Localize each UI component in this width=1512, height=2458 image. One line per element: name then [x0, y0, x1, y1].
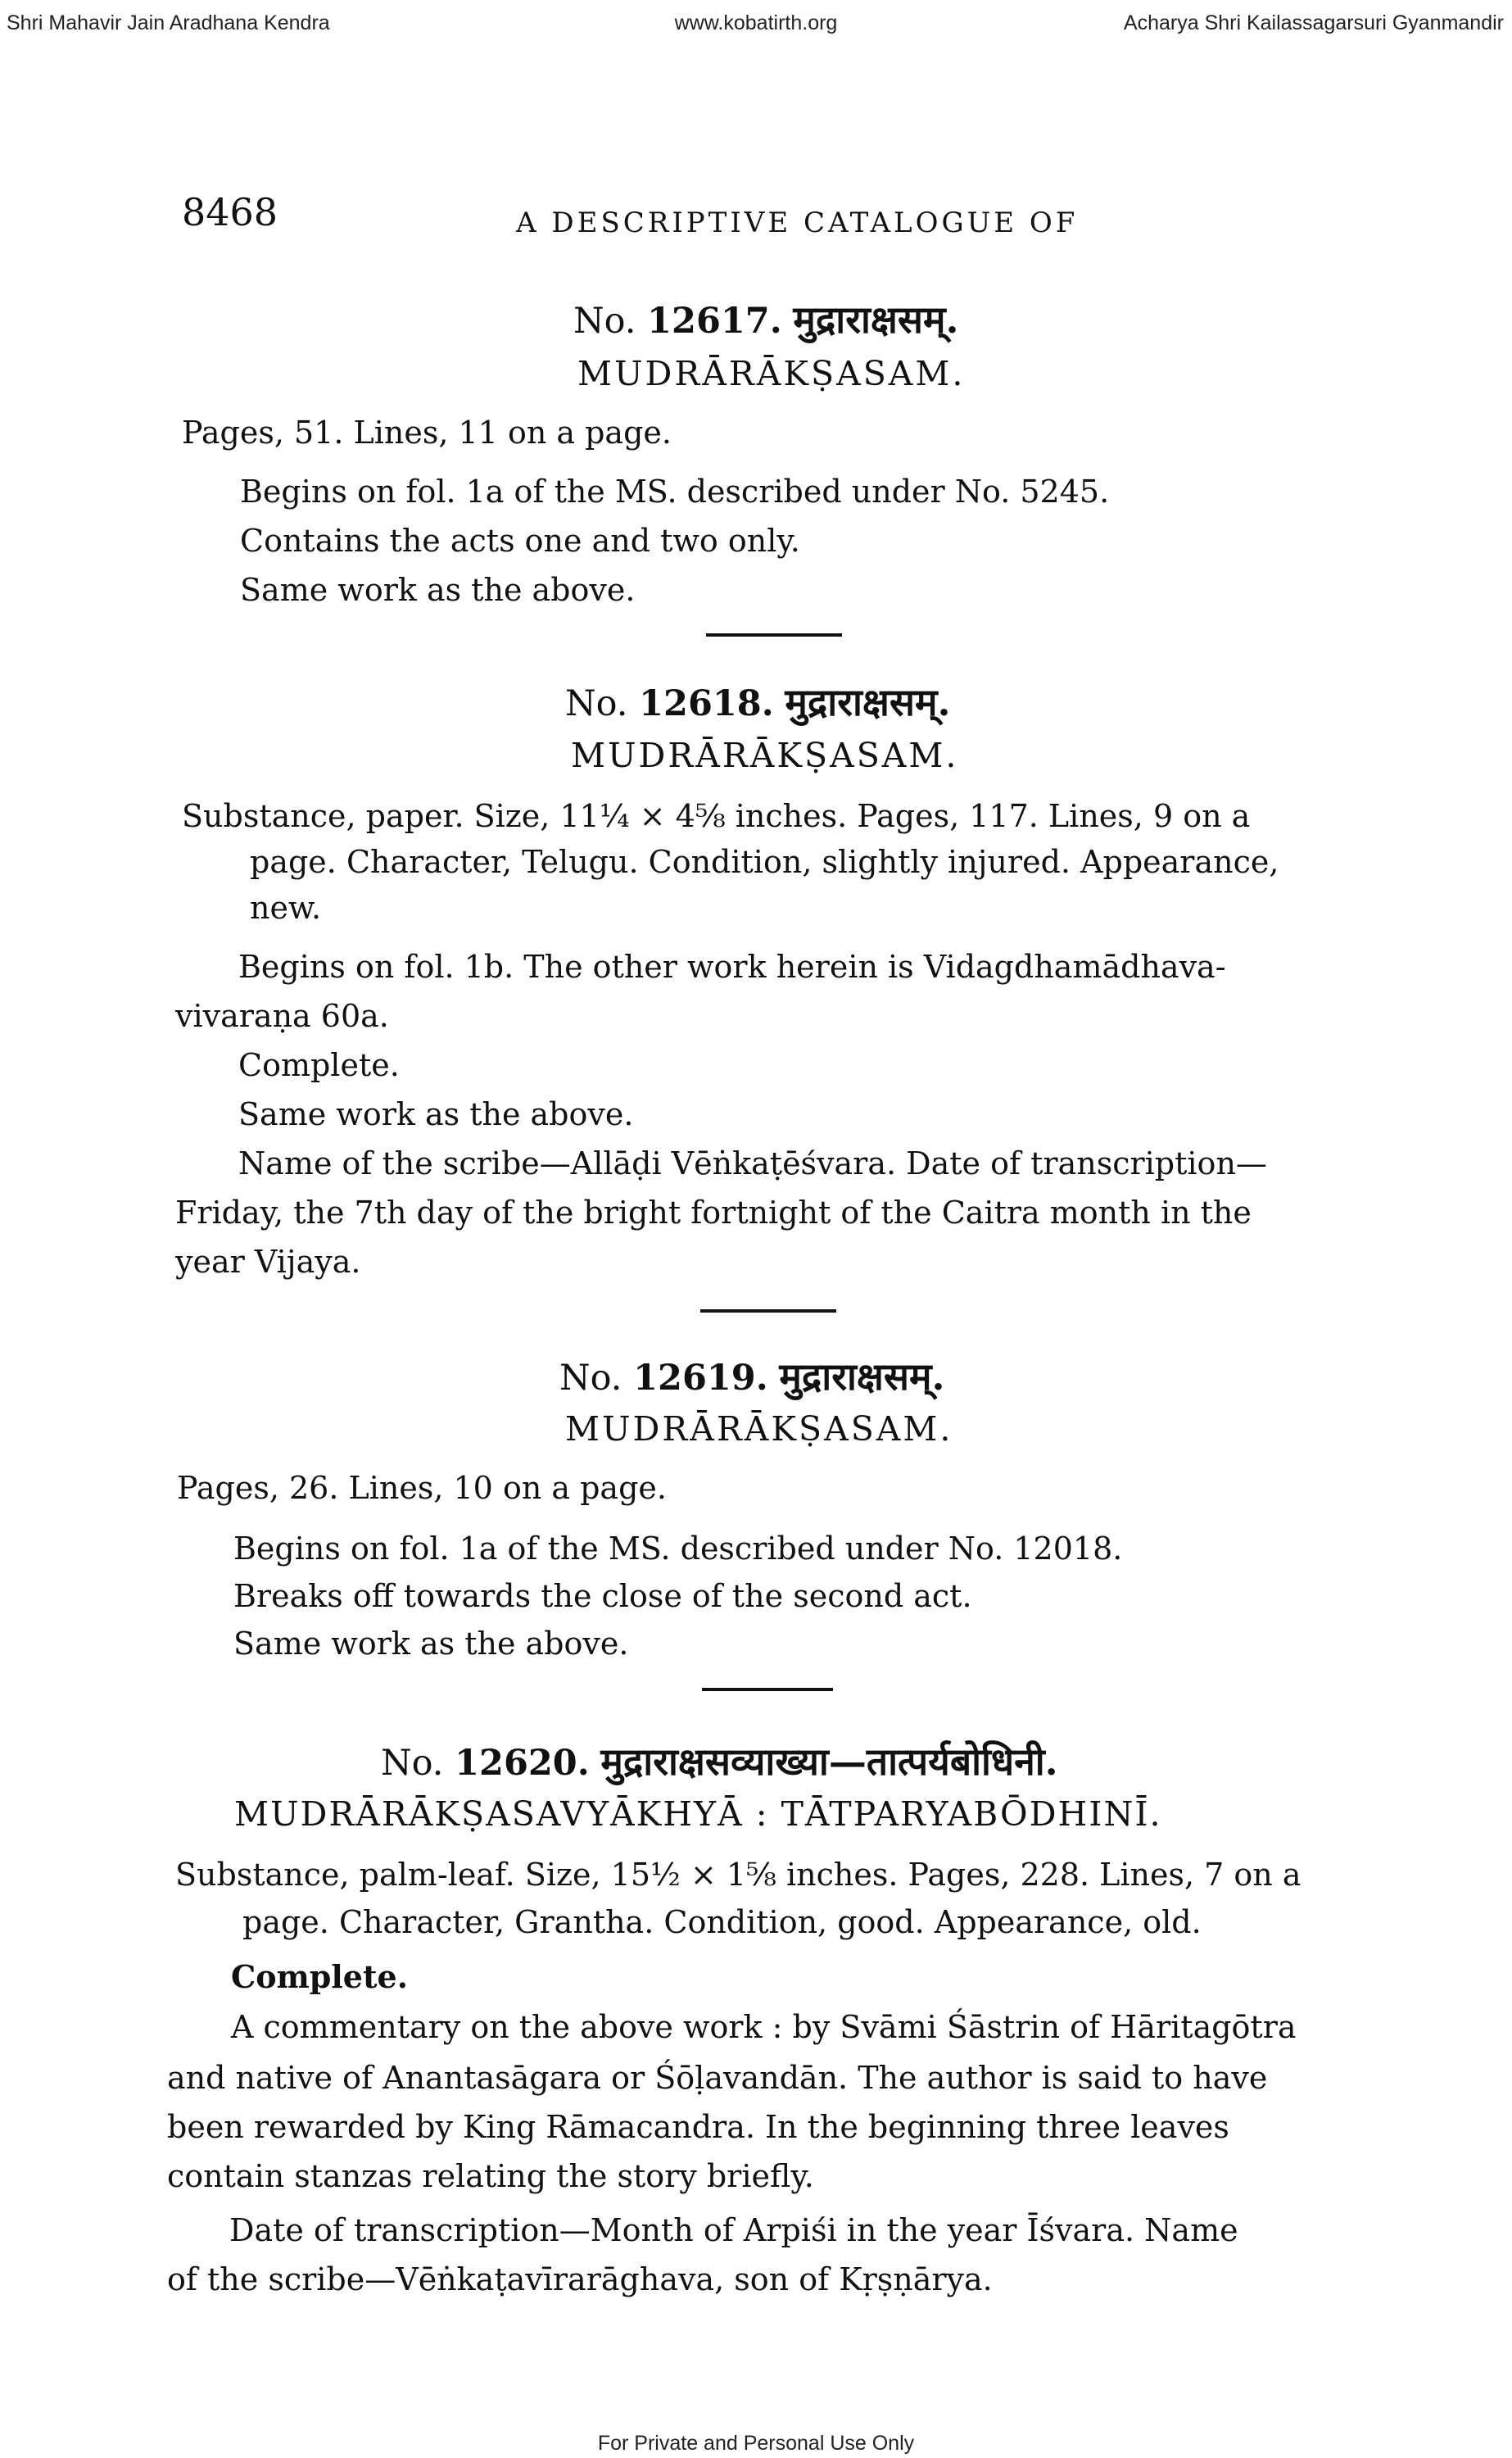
entry-line: Begins on fol. 1b. The other work herein is Vidagdhamādhava-: [238, 949, 1226, 985]
entry-line: contain stanzas relating the story briefly.: [167, 2158, 814, 2194]
entry-line: Friday, the 7th day of the bright fortnight of the Caitra month in the: [175, 1195, 1252, 1231]
entry-line: Same work as the above.: [238, 1096, 634, 1132]
entry-heading: [381, 1735, 1058, 1786]
entry-line: Complete.: [238, 1047, 400, 1083]
entry-devanagari-title: मुद्राराक्षसव्याख्या—तात्पर्यबोधिनी.: [600, 1739, 1058, 1784]
entry-line: Name of the scribe—Allāḍi Vēṅkaṭēśvara. Date of transcription—: [238, 1145, 1267, 1181]
entry-line: year Vijaya.: [175, 1244, 361, 1280]
entry-line: Substance, paper. Size, 11¼ × 4⅝ inches. Pages, 117. Lines, 9 on a: [182, 798, 1251, 834]
entry-heading: [559, 1350, 945, 1401]
entry-number: 12619.: [633, 1358, 768, 1399]
entry-line: been rewarded by King Rāmacandra. In the beginning three leaves: [167, 2109, 1229, 2145]
entry-number: 12618.: [639, 683, 774, 724]
entry-heading: [573, 293, 959, 344]
separator-rule: [700, 1309, 836, 1313]
entry-line: Complete.: [231, 1958, 408, 1995]
entry-title: MUDRĀRĀKṢASAVYĀKHYĀ : TĀTPARYABŌDHINĪ.: [234, 1794, 1162, 1834]
entry-line: page. Character, Grantha. Condition, good. Appearance, old.: [242, 1904, 1202, 1940]
entry-line: Begins on fol. 1a of the MS. described under No. 12018.: [233, 1531, 1123, 1567]
entry-title: MUDRĀRĀKṢASAM.: [565, 1409, 953, 1449]
entry-title: MUDRĀRĀKṢASAM.: [571, 736, 959, 775]
entry-line: Same work as the above.: [233, 1626, 629, 1662]
header-left-text: Shri Mahavir Jain Aradhana Kendra: [7, 11, 330, 34]
entry-devanagari-title: मुद्राराक्षसम्.: [785, 680, 951, 724]
entry-devanagari-title: मुद्राराक्षसम्.: [779, 1354, 945, 1399]
page-number: 8468: [182, 190, 278, 234]
entry-line: Contains the acts one and two only.: [240, 523, 800, 559]
entry-no-label: No.: [559, 1358, 622, 1399]
entry-line: page. Character, Telugu. Condition, slightly injured. Appearance,: [250, 844, 1279, 880]
header-center-url: www.kobatirth.org: [674, 11, 838, 34]
entry-line: Same work as the above.: [240, 572, 636, 608]
entry-line: Pages, 26. Lines, 10 on a page.: [177, 1470, 667, 1506]
entry-line: and native of Anantasāgara or Śōḷavandān. The author is said to have: [167, 2060, 1268, 2096]
entry-line: Date of transcription—Month of Arpiśi in the year Īśvara. Name: [229, 2212, 1238, 2248]
footer-notice: For Private and Personal Use Only: [597, 2432, 915, 2455]
entry-line: of the scribe—Vēṅkaṭavīrarāghava, son of Kṛṣṇārya.: [167, 2261, 993, 2297]
separator-rule: [706, 633, 842, 637]
entry-heading: [565, 676, 951, 727]
running-head: A DESCRIPTIVE CATALOGUE OF: [516, 206, 1079, 239]
entry-line: Pages, 51. Lines, 11 on a page.: [182, 415, 672, 451]
separator-rule: [702, 1688, 833, 1691]
entry-no-label: No.: [573, 301, 636, 342]
entry-title: MUDRĀRĀKṢASAM.: [577, 354, 966, 393]
entry-number: 12620.: [455, 1743, 590, 1784]
entry-line: Substance, palm-leaf. Size, 15½ × 1⅝ inches. Pages, 228. Lines, 7 on a: [175, 1857, 1301, 1893]
entry-line: A commentary on the above work : by Svāmi Śāstrin of Hāritagōtra: [231, 2009, 1297, 2045]
entry-no-label: No.: [381, 1743, 444, 1784]
entry-number: 12617.: [647, 301, 782, 342]
entry-line: Breaks off towards the close of the second act.: [233, 1578, 972, 1614]
entry-line: Begins on fol. 1a of the MS. described under No. 5245.: [240, 474, 1110, 510]
entry-line: new.: [250, 890, 322, 926]
entry-no-label: No.: [565, 683, 628, 724]
entry-line: vivaraṇa 60a.: [175, 998, 389, 1034]
entry-devanagari-title: मुद्राराक्षसम्.: [793, 297, 959, 342]
header-right-text: Acharya Shri Kailassagarsuri Gyanmandir: [1123, 11, 1504, 34]
